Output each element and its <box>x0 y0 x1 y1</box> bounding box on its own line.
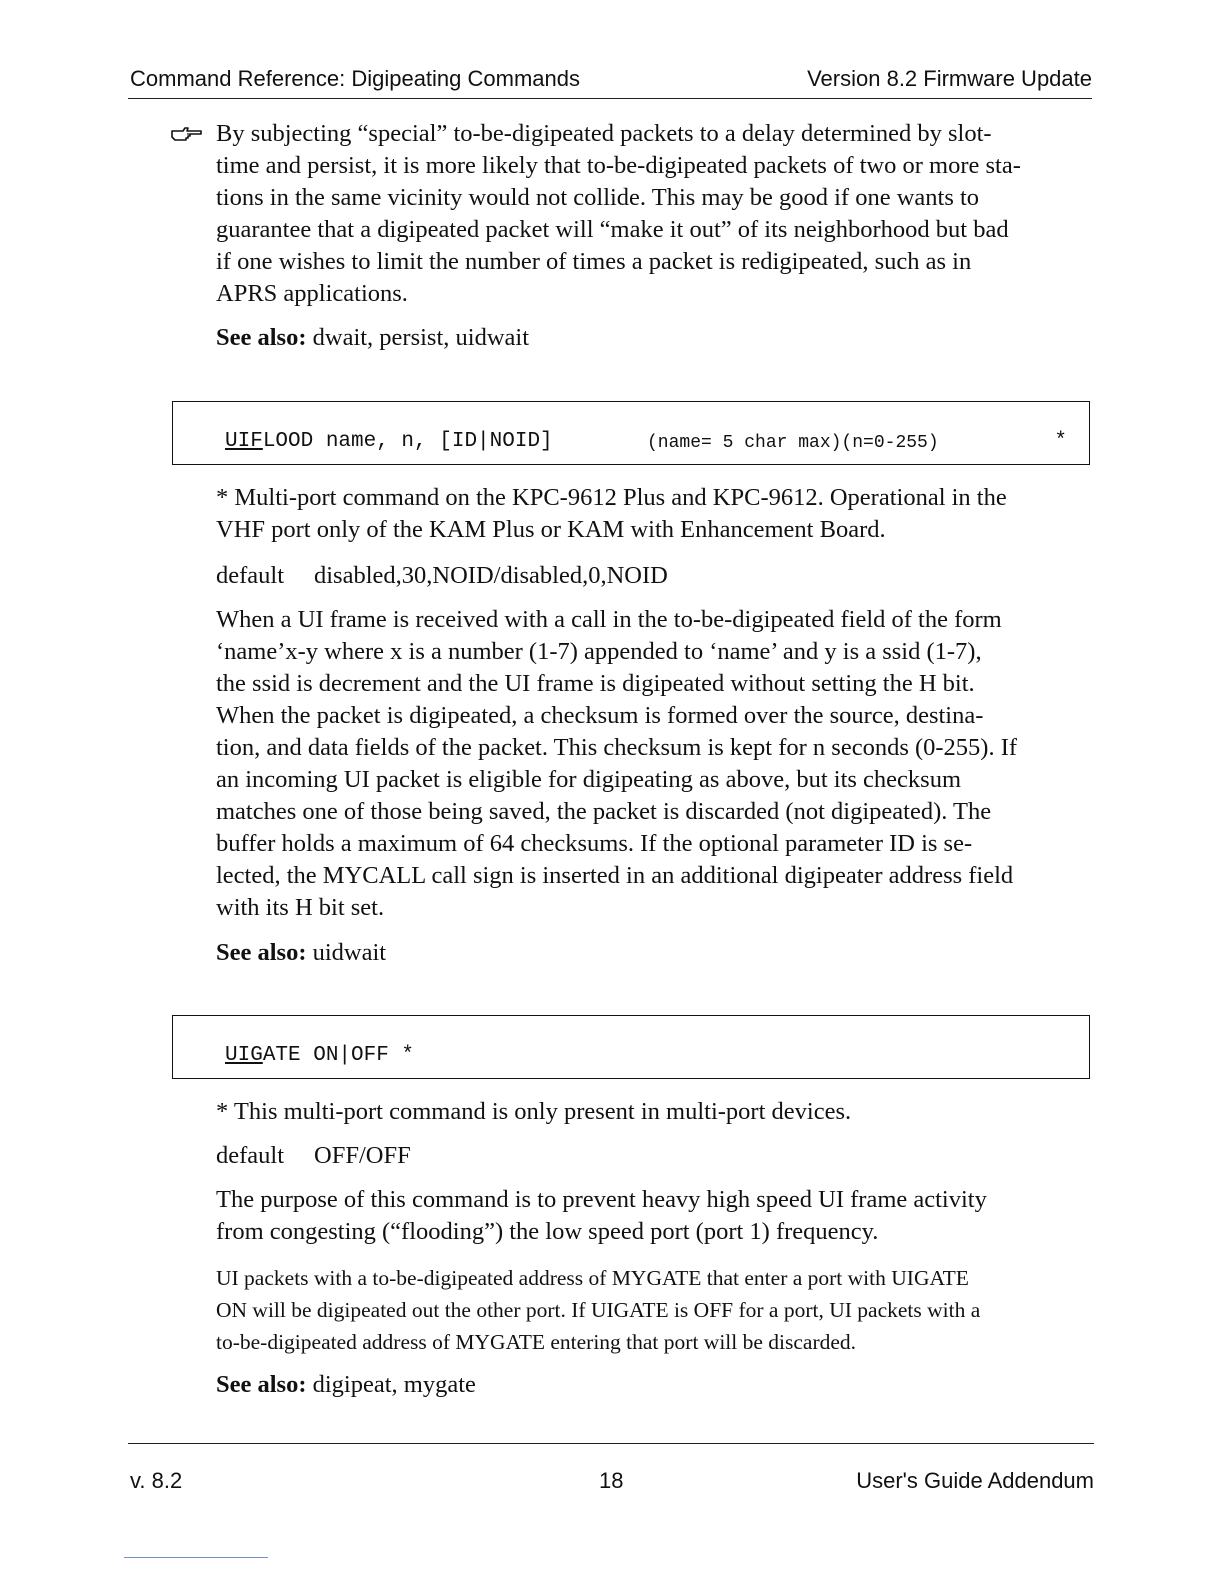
text-line: guarantee that a digipeated packet will “make it out” of its neighborhood but bad <box>216 216 1009 243</box>
text-line: When the packet is digipeated, a checksum is formed over the source, destina- <box>216 702 984 729</box>
command-abbreviation: UIF <box>225 430 263 453</box>
see-also-intro <box>216 322 1096 354</box>
header-section-title: Command Reference: Digipeating Commands <box>130 66 580 91</box>
text-line: APRS applications. <box>216 280 408 307</box>
scan-artifact-line <box>124 1557 268 1558</box>
text-line: to-be-digipeated address of MYGATE entering that port will be discarded. <box>216 1330 857 1354</box>
footer-version: v. 8.2 <box>130 1468 183 1493</box>
text-line: buffer holds a maximum of 64 checksums. If the optional parameter ID is se- <box>216 830 973 857</box>
see-also-value: dwait, persist, uidwait <box>312 324 530 351</box>
text-line: * This multi-port command is only present in multi-port devices. <box>216 1098 852 1125</box>
text-line: UI packets with a to-be-digipeated address of MYGATE that enter a port with UIGATE <box>216 1266 969 1290</box>
text-line: ON will be digipeated out the other port. If UIGATE is OFF for a port, UI packets with a <box>216 1298 981 1322</box>
see-also-uigate <box>216 1369 1096 1401</box>
uigate-default <box>216 1140 1096 1172</box>
uiflood-default <box>216 560 1096 592</box>
command-rest: LOOD name, n, [ID|NOID] <box>262 430 553 453</box>
header-version: Version 8.2 Firmware Update <box>807 66 1092 91</box>
text-line: from congesting (“flooding”) the low speed port (port 1) frequency. <box>216 1218 879 1245</box>
text-line: if one wishes to limit the number of times a packet is redigipeated, such as in <box>216 248 972 275</box>
see-also-label: See also: <box>216 324 307 351</box>
text-line: * Multi-port command on the KPC-9612 Plus and KPC-9612. Operational in the <box>216 484 1007 511</box>
command-parameters: (name= 5 char max)(n=0-255) <box>647 433 939 453</box>
text-line: When a UI frame is received with a call in the to-be-digipeated field of the form <box>216 606 1002 633</box>
default-value: disabled,30,NOID/disabled,0,NOID <box>314 562 668 589</box>
pointing-hand-icon <box>171 126 203 142</box>
command-abbreviation: UIG <box>225 1044 263 1067</box>
footer-page-number: 18 <box>599 1468 624 1493</box>
footer-divider <box>128 1443 1094 1444</box>
intro-note <box>216 118 1096 310</box>
command-rest: ATE ON|OFF * <box>262 1044 415 1067</box>
text-line: tion, and data fields of the packet. This checksum is kept for n seconds (0-255). If <box>216 734 1018 761</box>
multi-port-marker: * <box>1054 430 1067 453</box>
command-syntax <box>225 430 553 453</box>
uigate-purpose <box>216 1184 1096 1248</box>
text-line: with its H bit set. <box>216 894 385 921</box>
uigate-note <box>216 1096 1096 1128</box>
text-line: lected, the MYCALL call sign is inserted in an additional digipeater address field <box>216 862 1014 889</box>
see-also-label: See also: <box>216 939 307 966</box>
uiflood-command-box <box>172 401 1090 465</box>
default-value: OFF/OFF <box>314 1142 411 1169</box>
uiflood-description <box>216 604 1096 924</box>
uigate-detail <box>216 1262 1096 1358</box>
text-line: The purpose of this command is to prevent heavy high speed UI frame activity <box>216 1186 987 1213</box>
page-header <box>128 64 1092 99</box>
text-line: the ssid is decrement and the UI frame is digipeated without setting the H bit. <box>216 670 975 697</box>
command-syntax <box>225 1044 414 1067</box>
uiflood-note <box>216 482 1096 546</box>
text-line: By subjecting “special” to-be-digipeated packets to a delay determined by slot- <box>216 120 992 147</box>
see-also-value: digipeat, mygate <box>312 1371 476 1398</box>
text-line: VHF port only of the KAM Plus or KAM with Enhancement Board. <box>216 516 886 543</box>
see-also-value: uidwait <box>312 939 387 966</box>
default-label: default <box>216 562 285 589</box>
text-line: an incoming UI packet is eligible for digipeating as above, but its checksum <box>216 766 962 793</box>
uigate-command-box <box>172 1015 1090 1079</box>
see-also-label: See also: <box>216 1371 307 1398</box>
default-label: default <box>216 1142 285 1169</box>
footer-document-title: User's Guide Addendum <box>856 1468 1094 1493</box>
text-line: matches one of those being saved, the packet is discarded (not digipeated). The <box>216 798 992 825</box>
text-line: tions in the same vicinity would not collide. This may be good if one wants to <box>216 184 980 211</box>
see-also-uiflood <box>216 937 1096 969</box>
text-line: time and persist, it is more likely that to-be-digipeated packets of two or more sta- <box>216 152 1021 179</box>
text-line: ‘name’x-y where x is a number (1-7) appended to ‘name’ and y is a ssid (1-7), <box>216 638 982 665</box>
